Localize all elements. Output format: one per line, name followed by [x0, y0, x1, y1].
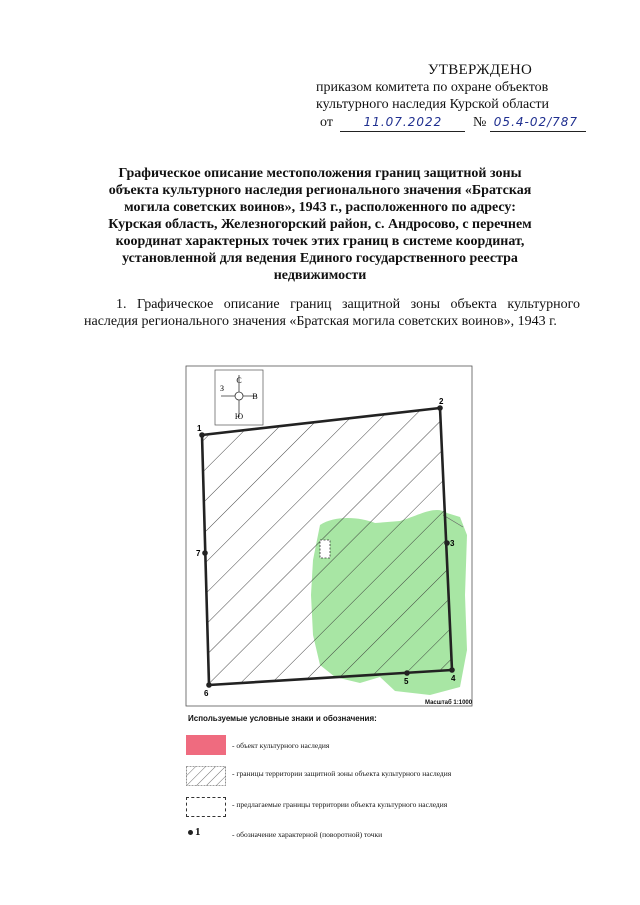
legend-text-heritage: - объект культурного наследия: [232, 741, 330, 750]
handwritten-number: 05.4-02/787: [493, 115, 579, 129]
legend-text-proposed-boundary: - предлагаемые границы территории объекта культурного наследия: [232, 800, 448, 809]
title-line-6: установленной для ведения Единого государственного реестра: [122, 251, 518, 266]
compass-south: Ю: [234, 412, 244, 421]
vertex-6-dot: [206, 682, 212, 688]
vertex-6-label: 6: [204, 689, 209, 698]
number-label: №: [472, 115, 487, 130]
compass-west: З: [219, 384, 225, 393]
legend-item-protective-zone: [186, 766, 496, 792]
approval-line-2: культурного наследия Курской области: [316, 97, 550, 112]
title-line-2: объекта культурного наследия регионального значения «Братская: [108, 183, 532, 198]
vertex-2-label: 2: [439, 397, 444, 406]
legend-swatch-heritage: [186, 735, 226, 755]
legend-swatch-hatch: [186, 766, 226, 786]
vertex-3-label: 3: [450, 539, 455, 548]
handwritten-date: 11.07.2022: [363, 115, 443, 129]
approval-block: [300, 62, 600, 132]
compass-rose: [215, 370, 263, 425]
title-line-3: могила советских воинов», 1943 г., расположенного по адресу:: [124, 200, 516, 215]
number-field: [490, 114, 586, 132]
vertex-1-label: 1: [197, 424, 202, 433]
compass-north: С: [236, 376, 242, 385]
compass-east: В: [252, 392, 258, 401]
title-line-4: Курская область, Железногорский район, с. Андросово, с перечнем: [108, 217, 532, 232]
legend-point-label: 1: [195, 826, 201, 838]
document-title: [70, 165, 570, 284]
vertex-5-dot: [404, 670, 410, 676]
vertex-1-dot: [199, 432, 205, 438]
boundary-map: [185, 365, 475, 710]
from-label: от: [320, 115, 333, 130]
legend-symbol-point: [188, 826, 228, 846]
section-1-paragraph: 1. Графическое описание границ защитной зоны объекта культурного наследия регионального значения «Братская могила советских воинов», 1943 г.: [84, 297, 580, 329]
approval-date-number-row: [300, 114, 600, 132]
legend-swatch-dashed: [186, 797, 226, 817]
title-line-1: Графическое описание местоположения границ защитной зоны: [118, 166, 522, 181]
approval-heading: УТВЕРЖДЕНО: [427, 62, 533, 78]
date-field: [340, 114, 465, 132]
vertex-7-dot: [202, 550, 208, 556]
vertex-7-label: 7: [196, 549, 201, 558]
vertex-4-label: 4: [451, 674, 456, 683]
vertex-3-dot: [444, 540, 450, 546]
legend-text-protective-zone: - границы территории защитной зоны объекта культурного наследия: [232, 769, 452, 778]
vertex-2-dot: [437, 405, 443, 411]
approval-line-1: приказом комитета по охране объектов: [316, 80, 549, 95]
legend-item-heritage-object: [186, 735, 496, 761]
map-svg: [185, 365, 475, 710]
legend-text-vertex-point: - обозначение характерной (поворотной) точки: [232, 830, 383, 839]
vertex-5-label: 5: [404, 677, 409, 686]
legend-item-vertex-point: [186, 826, 496, 852]
title-line-5: координат характерных точек этих границ в системе координат,: [115, 234, 525, 249]
title-line-7: недвижимости: [273, 268, 367, 283]
point-dot-icon: [188, 830, 193, 835]
legend-title: Используемые условные знаки и обозначения:: [188, 714, 377, 723]
map-scale: Масштаб 1:1000: [425, 700, 473, 706]
vertex-4-dot: [449, 667, 455, 673]
heritage-object-outline: [320, 540, 330, 558]
legend-item-proposed-boundary: [186, 797, 496, 823]
